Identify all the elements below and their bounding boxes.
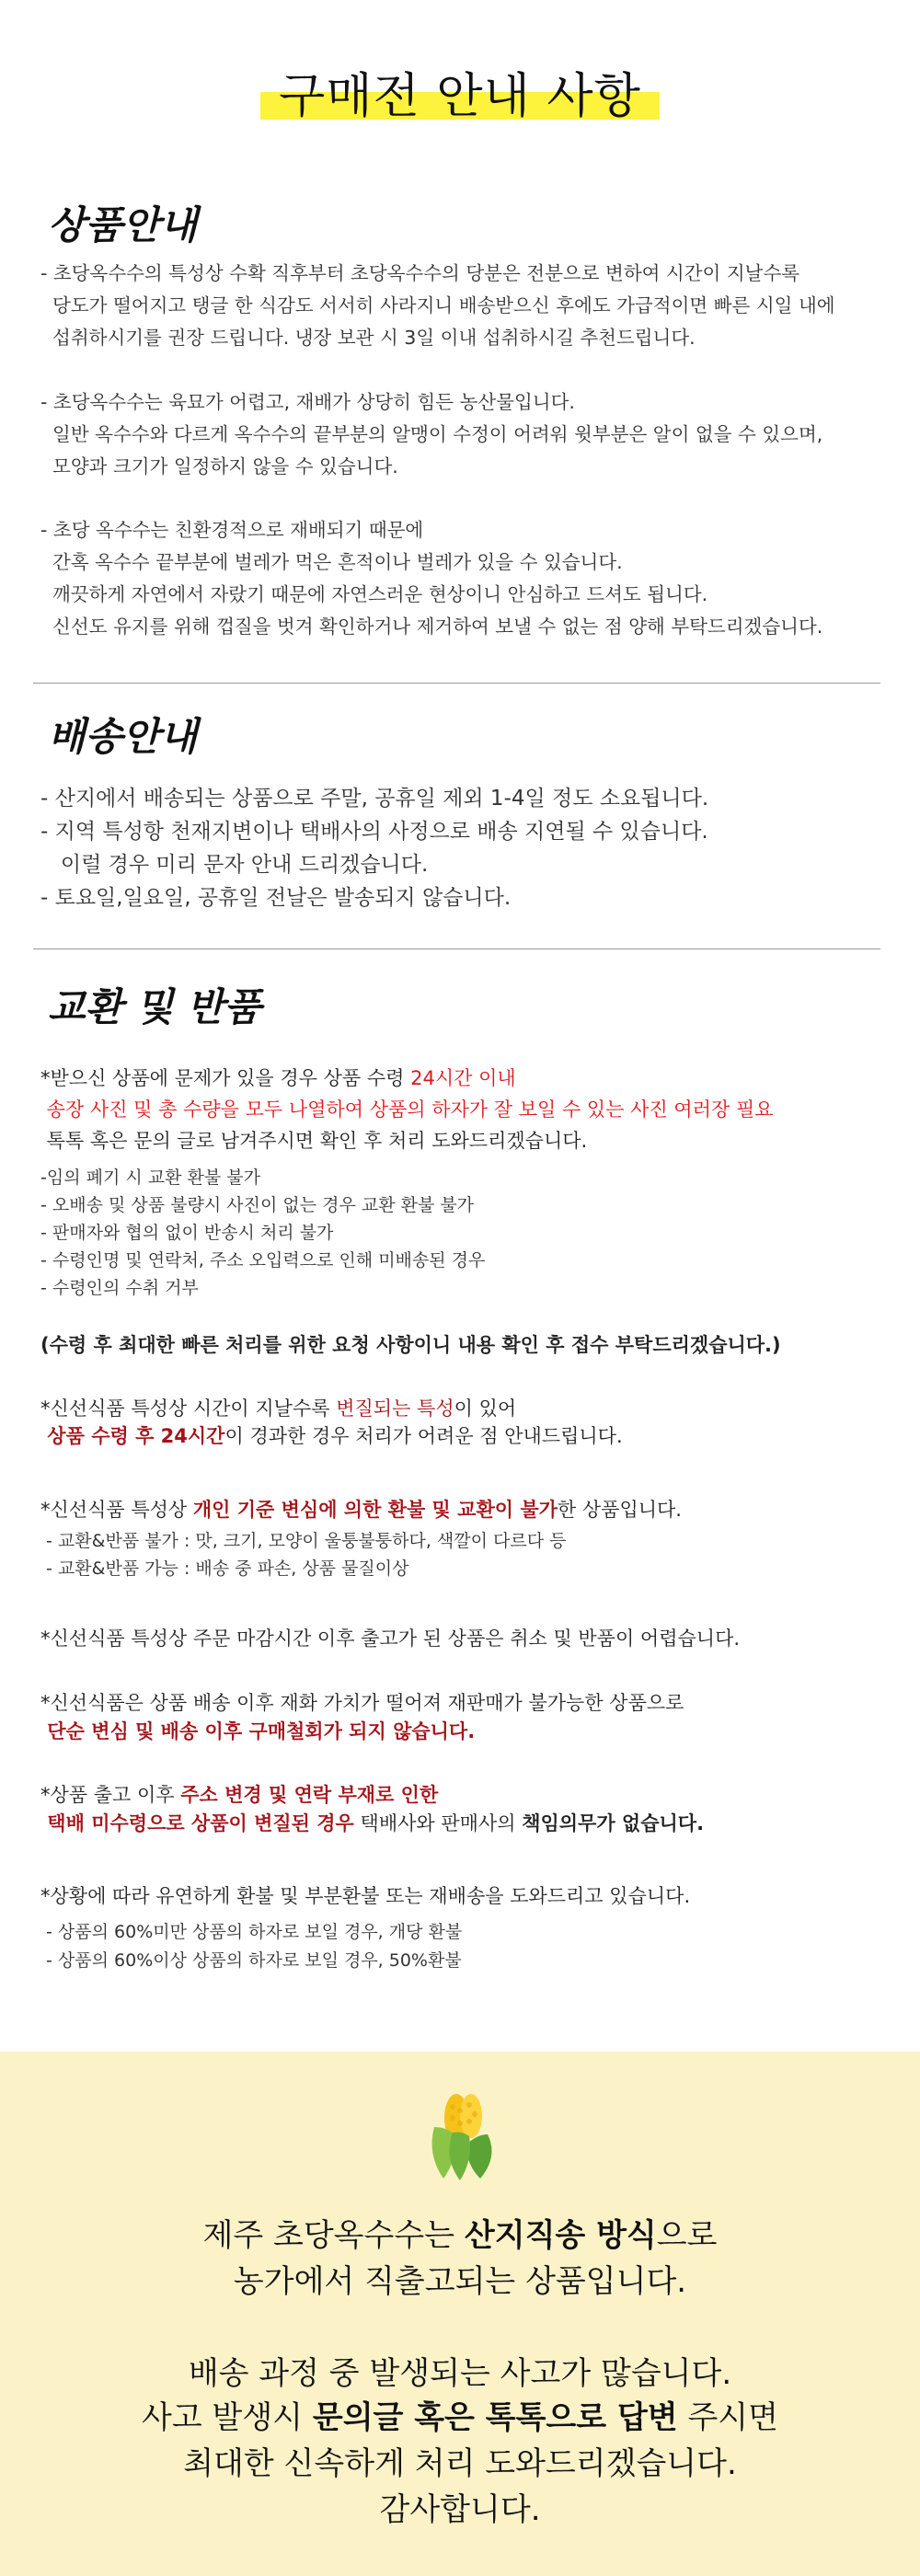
returns-block-6-line-2: 택배 미수령으로 상품이 변질된 경우 택배사와 판매사의 책임의무가 없습니다. [40,1812,705,1834]
returns-block-5-line-1: *신선식품은 상품 배송 이후 재화 가치가 떨어져 재판매가 불가능한 상품으로 [40,1692,684,1714]
returns-block-2-line-1: *신선식품 특성상 시간이 지날수록 변질되는 특성이 있어 [40,1397,517,1420]
shipping-paragraph: - 산지에서 배송되는 상품으로 주말, 공휴일 제외 1-4일 정도 소요됩니다. - 지역 특성항 천재지변이나 택배사의 사정으로 배송 지연될 수 있습니다. 이럴 경우 미리 문자 안내 드리겠습니다. - 토요일,일요일, 공휴일 전날은 발송되지 않습니다. [40,787,709,910]
returns-block-3-item-1: - 교환&반품 불가 : 맛, 크기, 모양이 울퉁불퉁하다, 색깔이 다르다 등 [40,1531,567,1551]
shipping-heading: 배송안내 [48,714,198,759]
returns-block-7-item-1: - 상품의 60%미만 상품의 하자로 보일 경우, 개당 환불 [40,1922,463,1942]
returns-block-5-line-2: 단순 변심 및 배송 이후 구매철회가 되지 않습니다. [40,1720,476,1742]
returns-block-1-line-3: 톡톡 혹은 문의 글로 남겨주시면 확인 후 처리 도와드리겠습니다. [40,1130,588,1152]
returns-block-3-item-2: - 교환&반품 가능 : 배송 중 파손, 상품 물질이상 [40,1558,409,1579]
page-title: 구매전 안내 사항 [279,69,641,124]
footer-line-1: 제주 초당옥수수는 산지직송 방식으로 [202,2217,718,2254]
returns-block-7: *상황에 따라 유연하게 환불 및 부분환불 또는 재배송을 도와드리고 있습니다. [40,1885,691,1907]
footer-line-2: 농가에서 직출고되는 상품입니다. [233,2263,687,2300]
product-paragraph-2: - 초당옥수수는 육묘가 어렵고, 재배가 상당히 힘든 농산물입니다. 일반 옥수수와 다르게 옥수수의 끝부분의 알맹이 수정이 어려워 윗부분은 알이 없을 수 있으며, 모양과 크기가 일정하지 않을 수 있습니다. [40,391,823,477]
footer-line-5: 최대한 신속하게 처리 도와드리겠습니다. [183,2445,737,2482]
returns-block-4: *신선식품 특성상 주문 마감시간 이후 출고가 된 상품은 취소 및 반품이 어렵습니다. [40,1627,741,1650]
returns-block-6-line-1: *상품 출고 이후 주소 변경 및 연락 부재로 인한 [40,1784,439,1806]
page-title-block [0,57,920,126]
returns-block-1-line-1: *받으신 상품에 문제가 있을 경우 상품 수령 24시간 이내 [40,1067,516,1089]
corn-icon [416,2090,508,2182]
divider [33,683,880,684]
returns-restriction-list: -임의 폐기 시 교환 환불 불가 - 오배송 및 상품 불량시 사진이 없는 경우 교환 환불 불가 - 판매자와 협의 없이 반송시 처리 불가 - 수령인명 및 연락처, 주소 오입력으로 인해 미배송된 경우 - 수령인의 수취 거부 [40,1167,486,1298]
returns-block-7-item-2: - 상품의 60%이상 상품의 하자로 보일 경우, 50%환불 [40,1950,462,1971]
returns-heading: 교환 및 반품 [48,984,262,1029]
product-paragraph-3: - 초당 옥수수는 친환경적으로 재배되기 때문에 간혹 옥수수 끝부분에 벌레가 먹은 흔적이나 벌레가 있을 수 있습니다. 깨끗하게 자연에서 자랐기 때문에 자연스러운 현상이니 안심하고 드셔도 됩니다. 신선도 유지를 위해 껍질을 벗겨 확인하거나 제거하여 보낼 수 없는 점 양해 부탁드리겠습니다. [40,519,823,638]
product-paragraph-1: - 초당옥수수의 특성상 수확 직후부터 초당옥수수의 당분은 전분으로 변하여 시간이 지날수록 당도가 떨어지고 탱글 한 식감도 서서히 사라지니 배송받으신 후에도 가급적이면 빠른 시일 내에 섭취하시기를 권장 드립니다. 냉장 보관 시 3일 이내 섭취하시길 추천드립니다. [40,262,835,349]
footer-line-4: 사고 발생시 문의글 혹은 톡톡으로 답변 주시면 [142,2399,778,2436]
returns-request-note: (수령 후 최대한 빠른 처리를 위한 요청 사항이니 내용 확인 후 접수 부탁드리겠습니다.) [40,1334,781,1356]
returns-block-2-line-2: 상품 수령 후 24시간이 경과한 경우 처리가 어려운 점 안내드립니다. [40,1425,623,1447]
footer-line-6: 감사합니다. [379,2491,541,2528]
product-heading: 상품안내 [48,202,198,247]
footer-line-3: 배송 과정 중 발생되는 사고가 많습니다. [188,2355,732,2392]
returns-block-3-line-1: *신선식품 특성상 개인 기준 변심에 의한 환불 및 교환이 불가한 상품입니다. [40,1499,682,1521]
returns-block-1-line-2: 송장 사진 및 총 수량을 모두 나열하여 상품의 하자가 잘 보일 수 있는 사진 여러장 필요 [40,1098,774,1121]
